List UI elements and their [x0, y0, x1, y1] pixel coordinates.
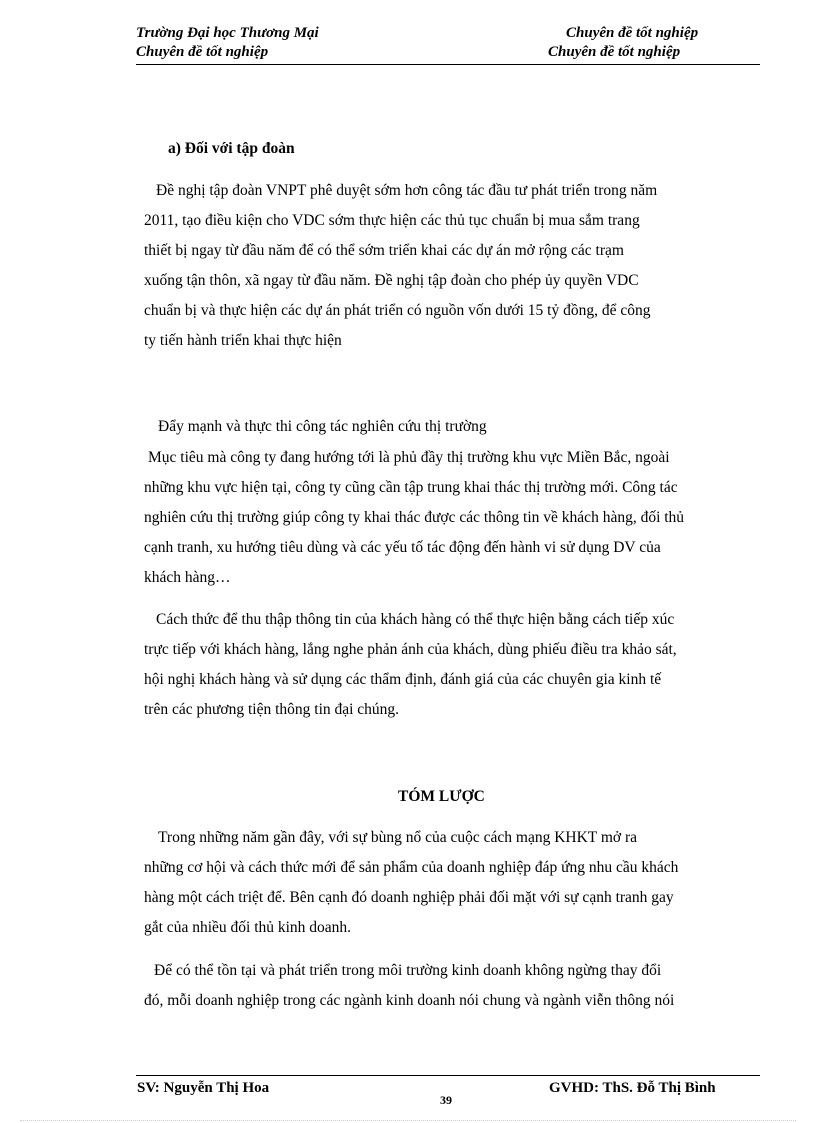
para1-line: Đề nghị tập đoàn VNPT phê duyệt sớm hơn công tác đầu tư phát triển trong năm: [156, 182, 658, 199]
para2-line: khách hàng…: [144, 569, 231, 586]
para3-line: Cách thức để thu thập thông tin của khách hàng có thể thực hiện bằng cách tiếp xúc: [156, 611, 675, 628]
footer-divider: [136, 1075, 760, 1076]
page-number: 39: [440, 1093, 452, 1107]
para1-line: thiết bị ngay từ đầu năm để có thể sớm triển khai các dự án mở rộng các trạm: [144, 242, 624, 259]
para4-line: gắt của nhiều đối thủ kinh doanh.: [144, 919, 352, 936]
para2-line: nghiên cứu thị trường giúp công ty khai thác được các thông tin về khách hàng, đối thủ: [144, 509, 685, 526]
header-doc-type-right-1: Chuyên đề tốt nghiệp: [566, 25, 699, 41]
footer-student: SV: Nguyễn Thị Hoa: [137, 1080, 270, 1096]
para1-line: xuống tận thôn, xã ngay từ đầu năm. Đề nghị tập đoàn cho phép ủy quyền VDC: [144, 272, 639, 289]
para4-line: những cơ hội và cách thức mới để sản phẩm của doanh nghiệp đáp ứng nhu cầu khách: [144, 859, 679, 876]
para4-line: Trong những năm gần đây, với sự bùng nổ của cuộc cách mạng KHKT mở ra: [158, 829, 638, 846]
header-school: Trường Đại học Thương Mại: [136, 25, 319, 41]
para2-line: những khu vực hiện tại, công ty cũng cần tập trung khai thác thị trường mới. Công tác: [144, 479, 678, 496]
para3-line: hội nghị khách hàng và sử dụng các thẩm định, đánh giá của các chuyên gia kinh tế: [144, 671, 662, 688]
para1-line: 2011, tạo điều kiện cho VDC sớm thực hiện các thủ tục chuẩn bị mua sắm trang: [144, 212, 640, 229]
para5-line: Để có thể tồn tại và phát triển trong môi trường kinh doanh không ngừng thay đổi: [154, 962, 662, 979]
para3-line: trực tiếp với khách hàng, lắng nghe phản ánh của khách, dùng phiếu điều tra khảo sát,: [144, 641, 677, 658]
para2-line: cạnh tranh, xu hướng tiêu dùng và các yếu tố tác động đến hành vi sử dụng DV của: [144, 539, 661, 556]
header-doc-type-left: Chuyên đề tốt nghiệp: [136, 44, 269, 60]
para2-line: Mục tiêu mà công ty đang hướng tới là phủ đầy thị trường khu vực Miền Bắc, ngoài: [148, 449, 670, 466]
para1-line: ty tiến hành triển khai thực hiện: [144, 332, 342, 349]
para5-line: đó, mỗi doanh nghiệp trong các ngành kinh doanh nói chung và ngành viễn thông nói: [144, 992, 675, 1009]
para1-line: chuẩn bị và thực hiện các dự án phát triển có nguồn vốn dưới 15 tỷ đồng, để công: [144, 302, 651, 319]
footer-advisor: GVHD: ThS. Đỗ Thị Bình: [549, 1080, 716, 1096]
header-doc-type-right-2: Chuyên đề tốt nghiệp: [548, 44, 681, 60]
page-edge-divider: [20, 1120, 796, 1121]
page-header: [136, 24, 760, 62]
section-title: Đẩy mạnh và thực thi công tác nghiên cứu thị trường: [158, 418, 487, 435]
heading-a: a) Đối với tập đoàn: [168, 140, 295, 157]
summary-title: TÓM LƯỢC: [398, 788, 485, 805]
para3-line: trên các phương tiện thông tin đại chúng.: [144, 701, 400, 718]
para4-line: hàng một cách triệt để. Bên cạnh đó doanh nghiệp phải đối mặt với sự cạnh tranh gay: [144, 889, 674, 906]
header-divider: [136, 64, 760, 65]
